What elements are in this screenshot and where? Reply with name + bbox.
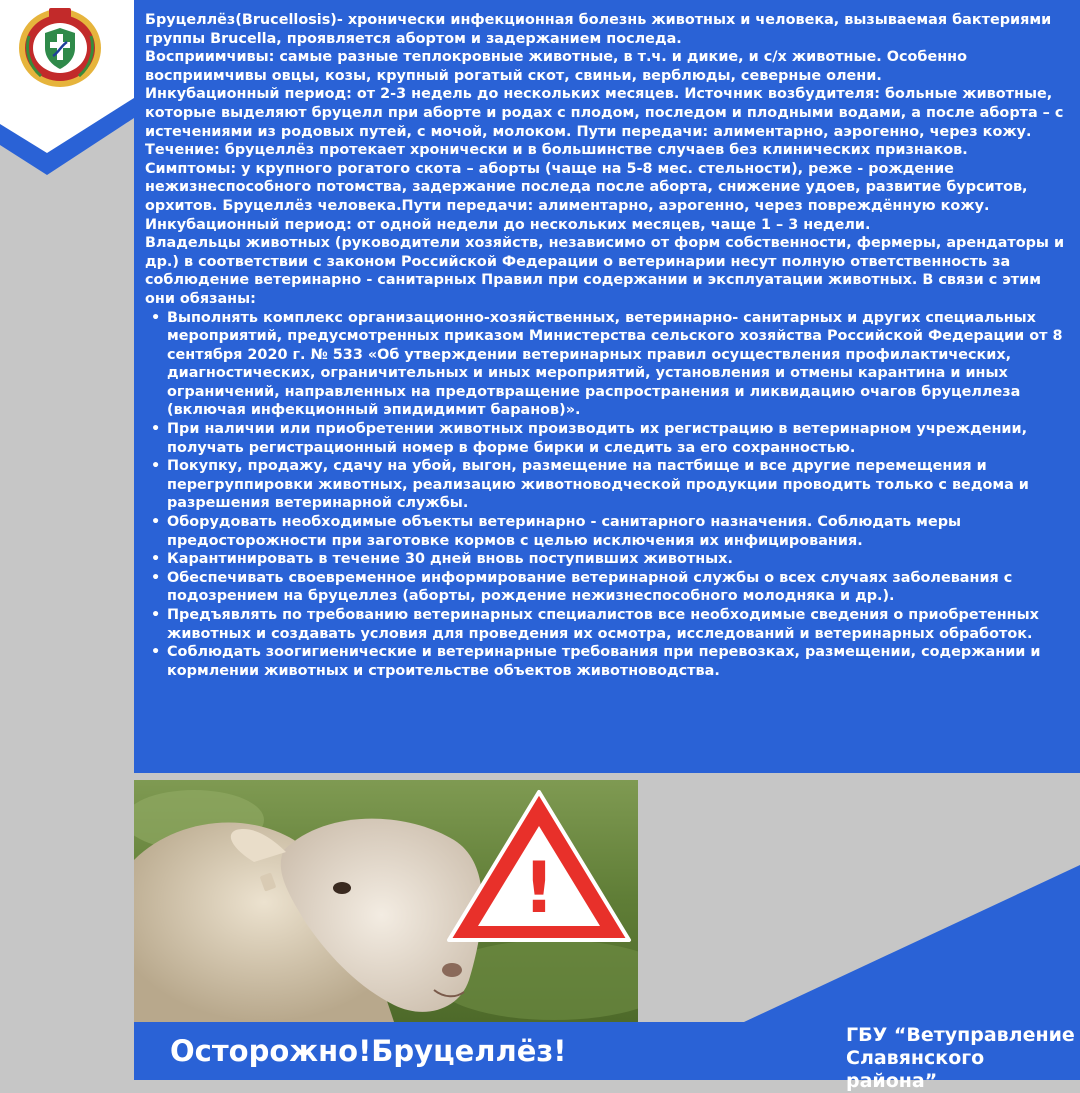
paragraph-course: Течение: бруцеллёз протекает хронически и в большинстве случаев без клинических признаков. bbox=[145, 142, 968, 159]
paragraph-definition: Бруцеллёз(Brucellosis)- хронически инфекционная болезнь животных и человека, вызываемая бактериями группы Brucella, проявляется абортом и задержанием последа. bbox=[145, 12, 1052, 47]
list-item: • Предъявлять по требованию ветеринарных специалистов все необходимые сведения о приобретенных животных и создавать условия для проведения их осмотра, исследований и ветеринарных обработок. bbox=[167, 606, 1065, 643]
page-title: Осторожно!Бруцеллёз! bbox=[170, 1034, 567, 1068]
paragraph-symptoms: Симптомы: у крупного рогатого скота – аборты (чаще на 5-8 мес. стельности), реже - рождение нежизнеспособного потомства, задержание последа после аборта, снижение удоев, развитие бурситов, орхитов. Бруцеллёз человека.Пути передачи: алиментарно, аэрогенно, через повреждённую кожу. bbox=[145, 160, 1028, 214]
warning-mark: ! bbox=[523, 847, 555, 929]
list-item: • Карантинировать в течение 30 дней вновь поступивших животных. bbox=[167, 550, 1065, 569]
list-item: • При наличии или приобретении животных производить их регистрацию в ветеринарном учреждении, получать регистрационный номер в форме бирки и следить за его сохранностью. bbox=[167, 420, 1065, 457]
list-item: • Выполнять комплекс организационно-хозяйственных, ветеринарно- санитарных и других специальных мероприятий, предусмотренных приказом Министерства сельского хозяйства Российской Федерации от 8 сентября 2020 г. № 533 «Об утверждении ветеринарных правил осуществления профилактических, диагностических, ограничительных и иных мероприятий, установления и отмены карантина и иных ограничений, направленных на предотвращение распространения и ликвидацию очагов бруцеллеза (включая инфекционный эпидидимит баранов)». bbox=[167, 309, 1065, 421]
paragraph-incubation-animals: Инкубационный период: от 2-3 недель до нескольких месяцев. Источник возбудителя: больные животные, которые выделяют бруцелл при аборте и родах с плодом, последом и плодными водами, а после аборта – с истечениями из родовых путей, с мочой, молоком. Пути передачи: алиментарно, аэрогенно, через кожу. bbox=[145, 86, 1064, 140]
list-item: • Соблюдать зоогигиенические и ветеринарные требования при перевозках, размещении, содержании и кормлении животных и строительстве объектов животноводства. bbox=[167, 643, 1065, 680]
organization-line-2: Славянского района” bbox=[846, 1047, 985, 1092]
organization-line-1: ГБУ “Ветуправление bbox=[846, 1024, 1075, 1046]
list-item: • Покупку, продажу, сдачу на убой, выгон, размещение на пастбище и все другие перемещения и перегруппировки животных, реализацию животноводческой продукции проводить только с ведома и разрешения ветеринарной службы. bbox=[167, 457, 1065, 513]
paragraph-owners: Владельцы животных (руководители хозяйств, независимо от форм собственности, фермеры, арендаторы и др.) в соответствии с законом Российской Федерации о ветеринарии несут полную ответственность за соблюдение ветеринарно - санитарных Правил при содержании и эксплуатации животных. В связи с этим они обязаны: bbox=[145, 235, 1065, 307]
list-item: • Оборудовать необходимые объекты ветеринарно - санитарного назначения. Соблюдать меры предосторожности при заготовке кормов с целью исключения их инфицирования. bbox=[167, 513, 1065, 550]
list-item: • Обеспечивать своевременное информирование ветеринарной службы о всех случаях заболевания с подозрением на бруцеллез (аборты, рождение нежизнеспособного молодняка и др.). bbox=[167, 569, 1065, 606]
paragraph-incubation-human: Инкубационный период: от одной недели до нескольких месяцев, чаще 1 – 3 недели. bbox=[145, 216, 871, 233]
paragraph-susceptible: Восприимчивы: самые разные теплокровные животные, в т.ч. и дикие, и с/х животные. Особенно восприимчивы овцы, козы, крупный рогатый скот, свиньи, верблюды, северные олени. bbox=[145, 49, 967, 84]
organization-name bbox=[846, 1024, 1076, 1093]
